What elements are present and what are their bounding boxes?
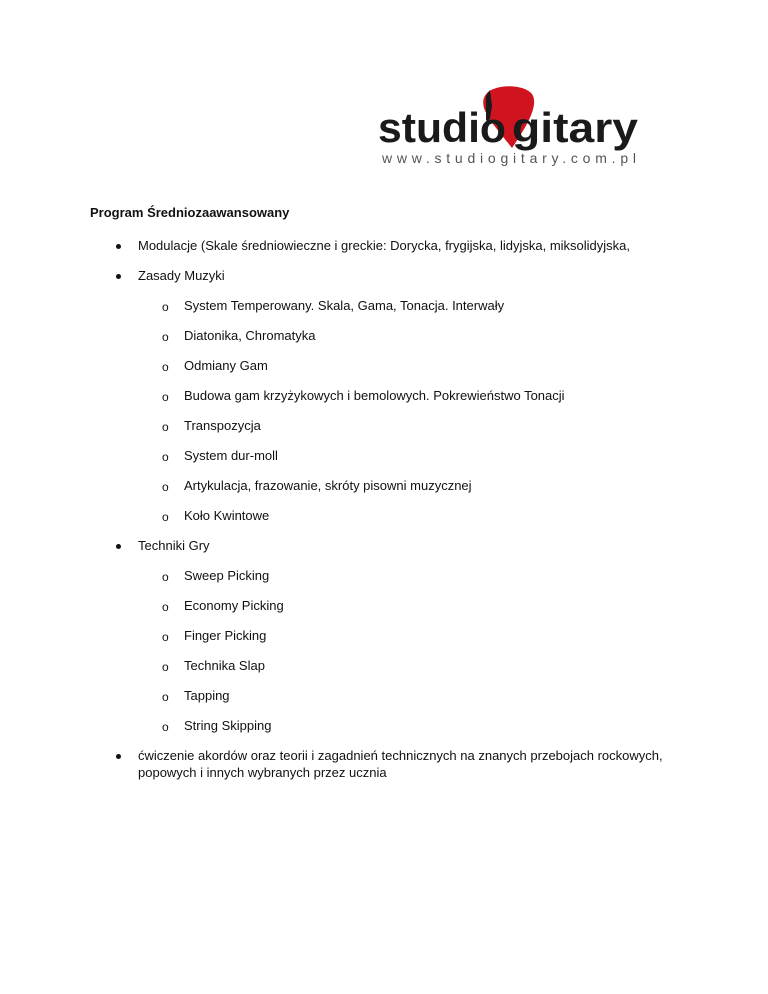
circle-bullet-icon: o [162,600,169,614]
circle-bullet-icon: o [162,720,169,734]
logo-word-gitary: gitary [512,104,639,151]
logo-word-studio: studio [378,104,506,151]
list-item-label: Techniki Gry [138,538,210,553]
circle-bullet-icon: o [162,510,169,524]
sublist-item [138,327,690,344]
circle-bullet-icon: o [162,690,169,704]
sublist-item-label: String Skipping [184,718,272,733]
sublist-zasady-muzyki [138,297,690,524]
document-title: Program Średniozaawansowany [90,205,290,220]
circle-bullet-icon: o [162,450,169,464]
sublist-item [138,597,690,614]
circle-bullet-icon: o [162,630,169,644]
bullet-icon [116,244,121,249]
studiogitary-logo-graphic [376,86,640,170]
list-item [90,537,690,734]
circle-bullet-icon: o [162,420,169,434]
sublist-item [138,477,690,494]
list-item-label: Zasady Muzyki [138,268,225,283]
sublist-item-label: System dur-moll [184,448,278,463]
sublist-item [138,297,690,314]
list-item [90,237,690,254]
sublist-item-label: System Temperowany. Skala, Gama, Tonacja. Interwały [184,298,505,313]
sublist-item-label: Transpozycja [184,418,261,433]
bullet-icon [116,544,121,549]
sublist-item-label: Koło Kwintowe [184,508,270,523]
sublist-item-label: Budowa gam krzyżykowych i bemolowych. Pokrewieństwo Tonacji [184,388,565,403]
list-item [90,747,690,781]
list-item-label: Modulacje (Skale średniowieczne i greckie: Dorycka, frygijska, lidyjska, miksolidyjska, [138,238,631,253]
sublist-item [138,717,690,734]
sublist-item [138,567,690,584]
bullet-icon [116,274,121,279]
sublist-item [138,447,690,464]
circle-bullet-icon: o [162,360,169,374]
sublist-techniki-gry [138,567,690,734]
circle-bullet-icon: o [162,330,169,344]
sublist-item-label: Finger Picking [184,628,267,643]
sublist-item-label: Economy Picking [184,598,284,613]
sublist-item-label: Sweep Picking [184,568,270,583]
circle-bullet-icon: o [162,660,169,674]
sublist-item [138,627,690,644]
program-list [90,237,690,781]
sublist-item [138,507,690,524]
bullet-icon [116,754,121,759]
sublist-item [138,657,690,674]
sublist-item-label: Diatonika, Chromatyka [184,328,316,343]
studiogitary-logo [376,86,640,170]
sublist-item [138,357,690,374]
sublist-item-label: Artykulacja, frazowanie, skróty pisowni muzycznej [184,478,472,493]
circle-bullet-icon: o [162,300,169,314]
list-item [90,267,690,524]
circle-bullet-icon: o [162,480,169,494]
sublist-item [138,417,690,434]
sublist-item [138,387,690,404]
logo-url: www.studiogitary.com.pl [382,150,636,166]
circle-bullet-icon: o [162,390,169,404]
list-item-label: ćwiczenie akordów oraz teorii i zagadnień technicznych na znanych przebojach rockowych, popowych i innych wybranych przez ucznia [138,748,663,780]
sublist-item-label: Tapping [184,688,230,703]
sublist-item-label: Technika Slap [184,658,265,673]
circle-bullet-icon: o [162,570,169,584]
sublist-item-label: Odmiany Gam [184,358,268,373]
document-body [90,204,690,794]
sublist-item [138,687,690,704]
